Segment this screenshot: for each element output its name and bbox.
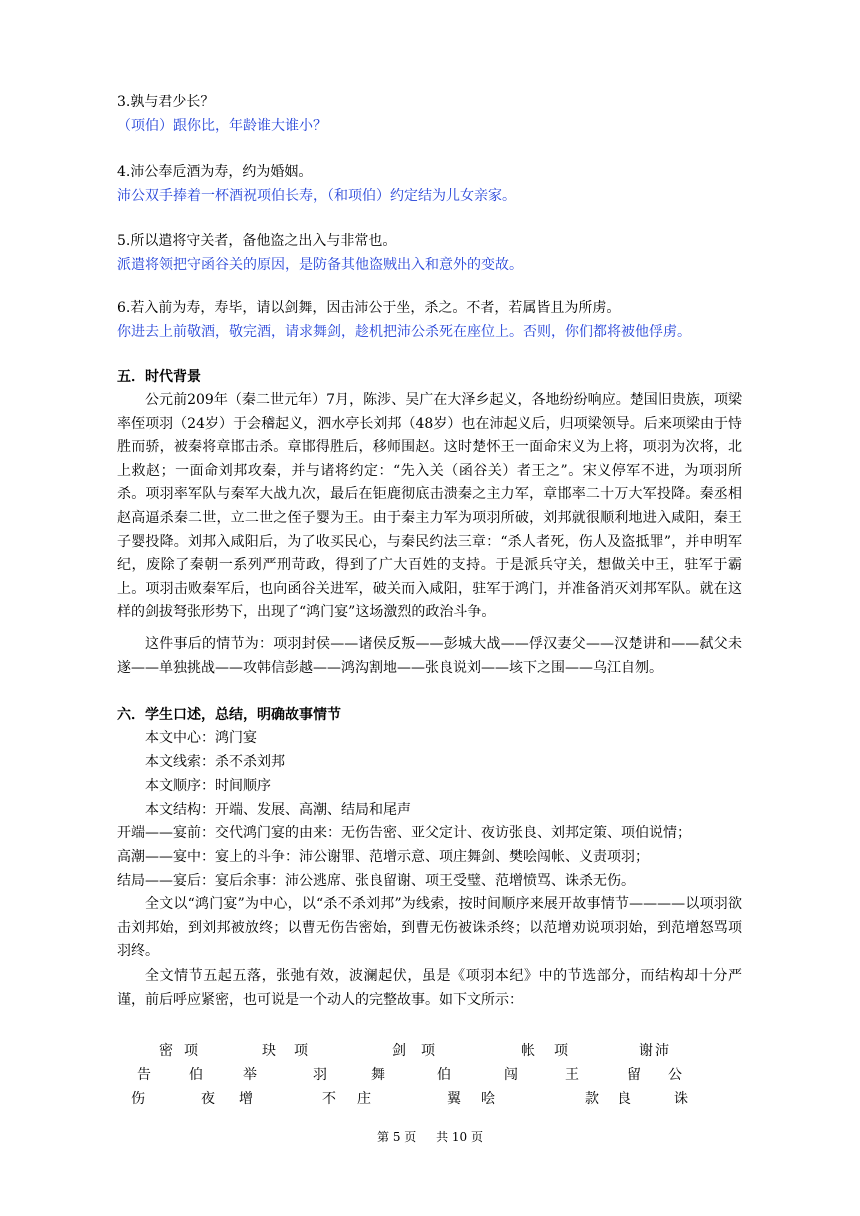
plot-char: 羽 bbox=[313, 1067, 327, 1083]
summary-item: 本文顺序：时间顺序 bbox=[145, 778, 271, 794]
plot-char: 庄 bbox=[357, 1091, 371, 1107]
plot-char: 剑 bbox=[392, 1043, 406, 1059]
answer-4: 沛公双手捧着一杯酒祝项伯长寿，（和项伯）约定结为儿女亲家。 bbox=[117, 188, 516, 204]
summary-item: 本文结构：开端、发展、高潮、结局和尾声 bbox=[145, 802, 411, 818]
section-6-paragraph-1: 全文以“鸿门宴”为中心，以“杀不杀刘邦”为线索，按时间顺序来展开故事情节————以项羽欲击刘邦始，到刘邦被放终；以曹无伤告密始，到曹无伤被诛杀终；以范增劝说项羽始，到范增怒骂项羽终。 bbox=[117, 896, 742, 960]
page-total: 共 10 页 bbox=[436, 1130, 483, 1144]
section-5-paragraph-1: 公元前209年（秦二世元年）7月，陈涉、吴广在大泽乡起义，各地纷纷响应。楚国旧贵族，项梁率侄项羽（24岁）于会稽起义，泗水亭长刘邦（48岁）也在沛起义后，归项梁领导。后来项梁由于恃胜而骄，被秦将章邯击杀。章邯得胜后，移师围赵。这时楚怀王一面命宋义为上将，项羽为次将，北上救赵；一面命刘邦攻秦，并与诸将约定：“先入关（函谷关）者王之”。宋义停军不进，为项羽所杀。项羽率军队与秦军大战九次，最后在钜鹿彻底击溃秦之主力军，章邯率二十万大军投降。秦丞相赵高逼杀秦二世，立二世之侄子婴为王。由于秦主力军为项羽所破，刘邦就很顺利地进入咸阳，秦王子婴投降。刘邦入咸阳后，为了收买民心，与秦民约法三章：“杀人者死，伤人及盗抵罪”，并申明军纪，废除了秦朝一系列严刑苛政，得到了广大百姓的支持。于是派兵守关，想做关中王，驻军于霸上。项羽击败秦军后，也向函谷关进军，破关而入咸阳，驻军于鸿门，并准备消灭刘邦军队。就在这样的剑拔弩张形势下，出现了“鸿门宴”这场激烈的政治斗争。 bbox=[117, 392, 742, 621]
plot-char: 哙 bbox=[481, 1091, 495, 1107]
structure-opening: 开端——宴前：交代鸿门宴的由来：无伤告密、亚父定计、夜访张良、刘邦定策、项伯说情； bbox=[117, 825, 691, 841]
section-6-heading: 六．学生口述，总结，明确故事情节 bbox=[117, 707, 341, 723]
plot-char: 密 bbox=[159, 1043, 173, 1059]
plot-char: 项 bbox=[294, 1043, 308, 1059]
plot-char: 不 bbox=[322, 1091, 336, 1107]
plot-char: 诛 bbox=[674, 1091, 688, 1107]
question-5: 5.所以遣将守关者，备他盗之出入与非常也。 bbox=[117, 233, 397, 249]
plot-char: 帐 bbox=[521, 1043, 535, 1059]
plot-char: 留 bbox=[627, 1067, 641, 1083]
plot-char: 举 bbox=[243, 1067, 257, 1083]
plot-char: 沛 bbox=[655, 1043, 669, 1059]
section-6-paragraph-2: 全文情节五起五落，张弛有效，波澜起伏，虽是《项羽本纪》中的节选部分，而结构却十分严谨，前后呼应紧密，也可说是一个动人的完整故事。如下文所示： bbox=[117, 968, 742, 1008]
section-5-heading: 五．时代背景 bbox=[117, 369, 201, 385]
plot-char: 款 bbox=[585, 1091, 599, 1107]
plot-char: 伤 bbox=[131, 1091, 145, 1107]
page-footer bbox=[0, 1128, 860, 1145]
page-number: 第 5 页 bbox=[377, 1130, 417, 1144]
structure-climax: 高潮——宴中：宴上的斗争：沛公谢罪、范增示意、项庄舞剑、樊哙闯帐、义责项羽； bbox=[117, 849, 649, 865]
structure-ending: 结局——宴后：宴后余事：沛公逃席、张良留谢、项王受璧、范增愤骂、诛杀无伤。 bbox=[117, 873, 635, 889]
question-3: 3.孰与君少长？ bbox=[117, 94, 215, 110]
plot-char: 伯 bbox=[189, 1067, 203, 1083]
plot-char: 公 bbox=[668, 1067, 682, 1083]
plot-char: 谢 bbox=[639, 1043, 653, 1059]
plot-char: 项 bbox=[554, 1043, 568, 1059]
plot-char: 项 bbox=[184, 1043, 198, 1059]
plot-char: 玦 bbox=[262, 1043, 276, 1059]
summary-item: 本文线索：杀不杀刘邦 bbox=[145, 754, 285, 770]
question-6: 6.若入前为寿，寿毕，请以剑舞，因击沛公于坐，杀之。不者，若属皆且为所虏。 bbox=[117, 300, 621, 316]
summary-item: 本文中心：鸿门宴 bbox=[145, 730, 257, 746]
plot-char: 王 bbox=[565, 1067, 579, 1083]
plot-char: 夜 bbox=[201, 1091, 215, 1107]
section-5-paragraph-2: 这件事后的情节为：项羽封侯——诸侯反叛——彭城大战——俘汉妻父——汉楚讲和——弑父未遂——单独挑战——攻韩信彭越——鸿沟割地——张良说刘——垓下之围——乌江自刎。 bbox=[117, 636, 742, 676]
plot-char: 告 bbox=[137, 1067, 151, 1083]
plot-char: 项 bbox=[421, 1043, 435, 1059]
question-4: 4.沛公奉卮酒为寿，约为婚姻。 bbox=[117, 164, 313, 180]
answer-3: （项伯）跟你比，年龄谁大谁小？ bbox=[117, 118, 327, 134]
plot-char: 闯 bbox=[504, 1067, 518, 1083]
answer-6: 你进去上前敬酒，敬完酒，请求舞剑，趁机把沛公杀死在座位上。否则，你们都将被他俘虏。 bbox=[117, 324, 691, 340]
plot-char: 增 bbox=[239, 1091, 253, 1107]
plot-char: 伯 bbox=[437, 1067, 451, 1083]
plot-char: 良 bbox=[617, 1091, 631, 1107]
plot-char: 翼 bbox=[447, 1091, 461, 1107]
plot-diagram bbox=[117, 1040, 742, 1110]
plot-char: 舞 bbox=[371, 1067, 385, 1083]
answer-5: 派遣将领把守函谷关的原因，是防备其他盗贼出入和意外的变故。 bbox=[117, 257, 523, 273]
